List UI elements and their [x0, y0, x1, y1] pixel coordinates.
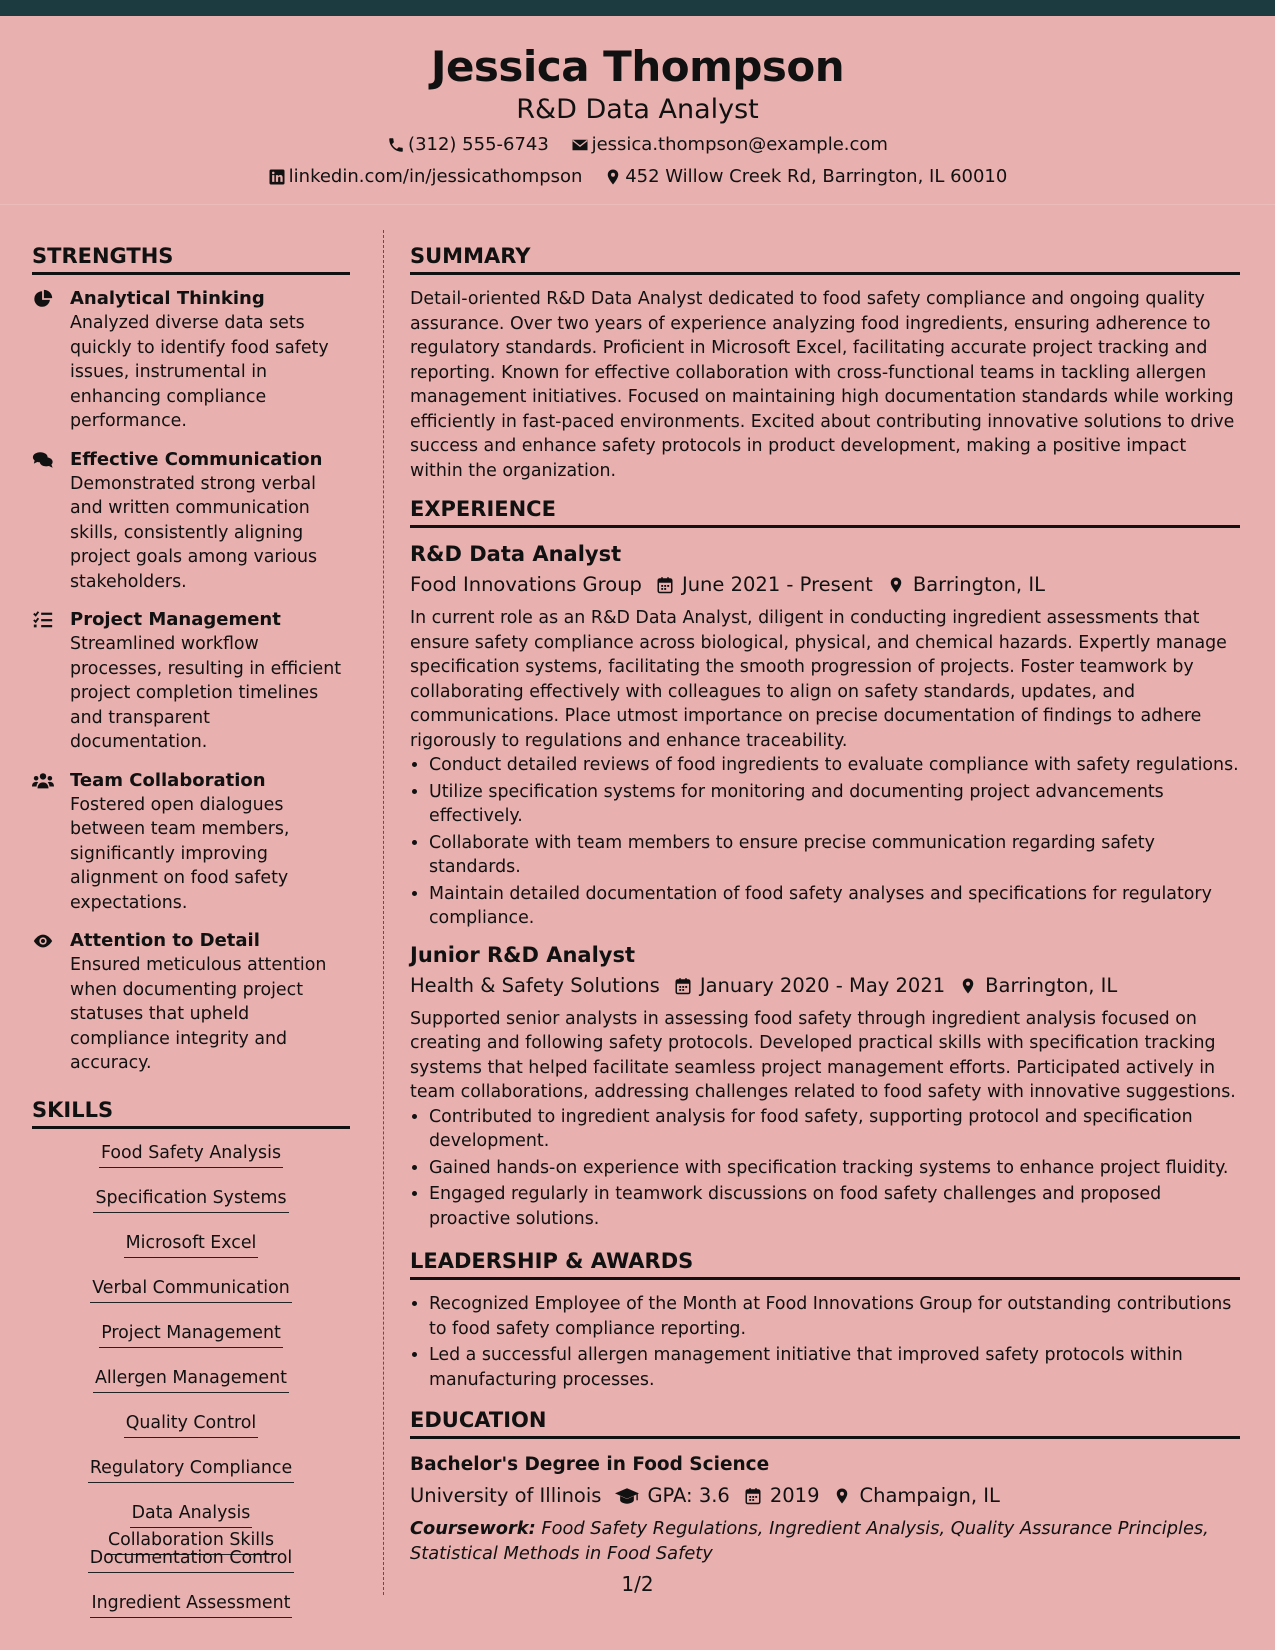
- leadership-list: [410, 1292, 1240, 1392]
- candidate-title: R&D Data Analyst: [516, 94, 759, 125]
- skill-tag: Food Safety Analysis: [99, 1141, 283, 1168]
- job-dates: January 2020 - May 2021: [699, 973, 946, 997]
- strength-name: Analytical Thinking: [70, 288, 265, 309]
- strength-desc: Analyzed diverse data sets quickly to identify food safety issues, instrumental in enhancing compliance performance.: [70, 313, 329, 431]
- strength-name: Project Management: [70, 609, 281, 630]
- left-column: [32, 244, 350, 1636]
- experience-heading: EXPERIENCE: [410, 497, 1240, 528]
- column-divider: [383, 230, 384, 1595]
- list-item: • Gained hands-on experience with specification tracking systems to enhance project fluidity.: [429, 1156, 1240, 1181]
- strength-desc: Streamlined workflow processes, resulting in efficient project completion timelines and transparent documentation.: [70, 634, 342, 752]
- coursework-label: Coursework:: [410, 1518, 536, 1539]
- linkedin-contact[interactable]: [268, 166, 583, 187]
- school-name: University of Illinois: [410, 1484, 602, 1507]
- strengths-heading: STRENGTHS: [32, 244, 350, 275]
- list-item: • Collaborate with team members to ensure precise communication regarding safety standards.: [429, 831, 1240, 880]
- summary-text: Detail-oriented R&D Data Analyst dedicated to food safety compliance and ongoing quality assurance. Over two years of experience analyzing food ingredients, ensuring adherence to regulatory standards. Proficient in Microsoft Excel, facilitating accurate project tracking and reporting. Known for effective collaboration with cross-functional teams in tackling allergen management initiatives. Focused on maintaining high documentation standards while working efficiently in fast-paced environments. Excited about contributing innovative solutions to drive success and enhance safety protocols in product development, making a positive impact within the organization.: [410, 289, 1235, 481]
- skill-tag: Data Analysis: [130, 1501, 253, 1528]
- job-location: Barrington, IL: [912, 573, 1045, 596]
- calendar-icon: [656, 576, 674, 594]
- linkedin-icon: [268, 168, 286, 186]
- degree-title: Bachelor's Degree in Food Science: [410, 1454, 770, 1475]
- calendar-icon: [744, 1487, 762, 1505]
- job-company: Health & Safety Solutions: [410, 973, 660, 997]
- contact-row-2: [0, 166, 1275, 191]
- job-location: Barrington, IL: [985, 973, 1118, 997]
- graduation-cap-icon: [615, 1486, 639, 1506]
- strength-name: Attention to Detail: [70, 930, 260, 951]
- address-contact: [604, 166, 1007, 187]
- skill-tag: Ingredient Assessment: [90, 1591, 293, 1618]
- job-meta: [410, 971, 1240, 1001]
- phone-text: (312) 555-6743: [408, 134, 549, 155]
- envelope-icon: [571, 136, 589, 154]
- school-location: Champaign, IL: [859, 1484, 1000, 1507]
- skill-tag: Project Management: [99, 1321, 283, 1348]
- graduation-year: 2019: [769, 1484, 820, 1507]
- skill-tag: Quality Control: [124, 1411, 259, 1438]
- candidate-name: Jessica Thompson: [430, 42, 845, 91]
- strength-item: [32, 287, 350, 434]
- list-item: • Contributed to ingredient analysis for food safety, supporting protocol and specification development.: [429, 1105, 1240, 1154]
- education-heading: EDUCATION: [410, 1408, 1240, 1439]
- strength-desc: Ensured meticulous attention when documenting project statuses that upheld compliance integrity and accuracy.: [70, 955, 327, 1073]
- list-item: • Recognized Employee of the Month at Food Innovations Group for outstanding contributions to food safety compliance reporting.: [429, 1292, 1240, 1341]
- calendar-icon: [674, 977, 692, 995]
- map-pin-icon: [833, 1487, 851, 1505]
- resume-header: [0, 16, 1275, 205]
- list-item: • Conduct detailed reviews of food ingredients to evaluate compliance with safety regulations.: [429, 753, 1240, 778]
- skills-heading: SKILLS: [32, 1098, 350, 1129]
- job-company: Food Innovations Group: [410, 573, 642, 596]
- job-meta: [410, 570, 1240, 600]
- phone-icon: [387, 136, 405, 154]
- job-description: Supported senior analysts in assessing food safety through ingredient analysis focused on creating and following safety protocols. Developed practical skills with specification tracking systems that helped facilitate seamless project management efforts. Participated actively in team collaborations, addressing challenges related to food safety with innovative suggestions.: [410, 1008, 1236, 1102]
- gpa: GPA: 3.6: [647, 1484, 730, 1507]
- top-accent-bar: [0, 0, 1275, 16]
- list-item: • Maintain detailed documentation of food safety analyses and specifications for regulatory compliance.: [429, 882, 1240, 931]
- summary-heading: SUMMARY: [410, 244, 1240, 275]
- job-entry: [410, 540, 1240, 931]
- job-dates: June 2021 - Present: [681, 573, 873, 596]
- skill-tag: Microsoft Excel: [124, 1231, 259, 1258]
- skill-tag: Specification Systems: [93, 1186, 288, 1213]
- strength-item: [32, 929, 350, 1076]
- job-bullets: [410, 1105, 1240, 1232]
- linkedin-text: linkedin.com/in/jessicathompson: [288, 166, 583, 187]
- list-item: • Utilize specification systems for monitoring and documenting project advancements effectively.: [429, 780, 1240, 829]
- job-title: Junior R&D Analyst: [410, 942, 636, 967]
- job-entry: [410, 941, 1240, 1232]
- skill-tag: Regulatory Compliance: [88, 1456, 294, 1483]
- eye-icon: [32, 930, 54, 952]
- email-contact[interactable]: [571, 134, 888, 155]
- comments-icon: [32, 449, 54, 471]
- list-item: • Engaged regularly in teamwork discussions on food safety challenges and proposed proactive solutions.: [429, 1182, 1240, 1231]
- strength-item: [32, 608, 350, 755]
- skill-tag: Allergen Management: [93, 1366, 289, 1393]
- list-item: • Led a successful allergen management initiative that improved safety protocols within manufacturing processes.: [429, 1343, 1240, 1392]
- phone-contact[interactable]: [387, 134, 549, 155]
- leadership-heading: LEADERSHIP & AWARDS: [410, 1249, 1240, 1280]
- strength-item: [32, 448, 350, 595]
- skill-tag: Verbal Communication: [90, 1276, 292, 1303]
- contact-row-1: [0, 134, 1275, 159]
- list-check-icon: [32, 609, 54, 631]
- map-pin-icon: [887, 576, 905, 594]
- right-column: [410, 244, 1240, 1566]
- skills-list: [32, 1141, 350, 1620]
- job-description: In current role as an R&D Data Analyst, diligent in conducting ingredient assessments that ensure safety compliance across biological, physical, and chemical hazards. Expertly manage specification systems, facilitating the smooth progression of projects. Foster teamwork by collaborating effectively with colleagues to align on safety standards, updates, and communications. Place utmost importance on precise documentation of findings to adhere rigorously to regulations and enhance traceability.: [410, 608, 1227, 751]
- strength-name: Effective Communication: [70, 448, 323, 470]
- pie-chart-icon: [32, 288, 54, 310]
- coursework: [410, 1517, 1240, 1566]
- strength-name: Team Collaboration: [70, 769, 266, 791]
- map-pin-icon: [959, 977, 977, 995]
- job-bullets: [410, 753, 1240, 931]
- strength-desc: Fostered open dialogues between team members, significantly improving alignment on food safety expectations.: [70, 794, 290, 913]
- map-pin-icon: [604, 168, 622, 186]
- page-number: 1/2: [621, 1572, 654, 1596]
- job-title: R&D Data Analyst: [410, 542, 622, 566]
- strength-item: [32, 769, 350, 916]
- skill-tag: Documentation Control: [88, 1546, 294, 1573]
- strength-desc: Demonstrated strong verbal and written communication skills, consistently aligning project goals among various stakeholders.: [70, 473, 318, 592]
- address-text: 452 Willow Creek Rd, Barrington, IL 60010: [625, 166, 1008, 187]
- education-meta: [410, 1481, 1240, 1511]
- coursework-text: Food Safety Regulations, Ingredient Analysis, Quality Assurance Principles, Statistical Methods in Food Safety: [410, 1518, 1209, 1564]
- education-entry: [410, 1451, 1240, 1566]
- users-icon: [32, 770, 54, 792]
- skill-tag: Collaboration Skills: [106, 1528, 276, 1555]
- email-text: jessica.thompson@example.com: [591, 134, 888, 155]
